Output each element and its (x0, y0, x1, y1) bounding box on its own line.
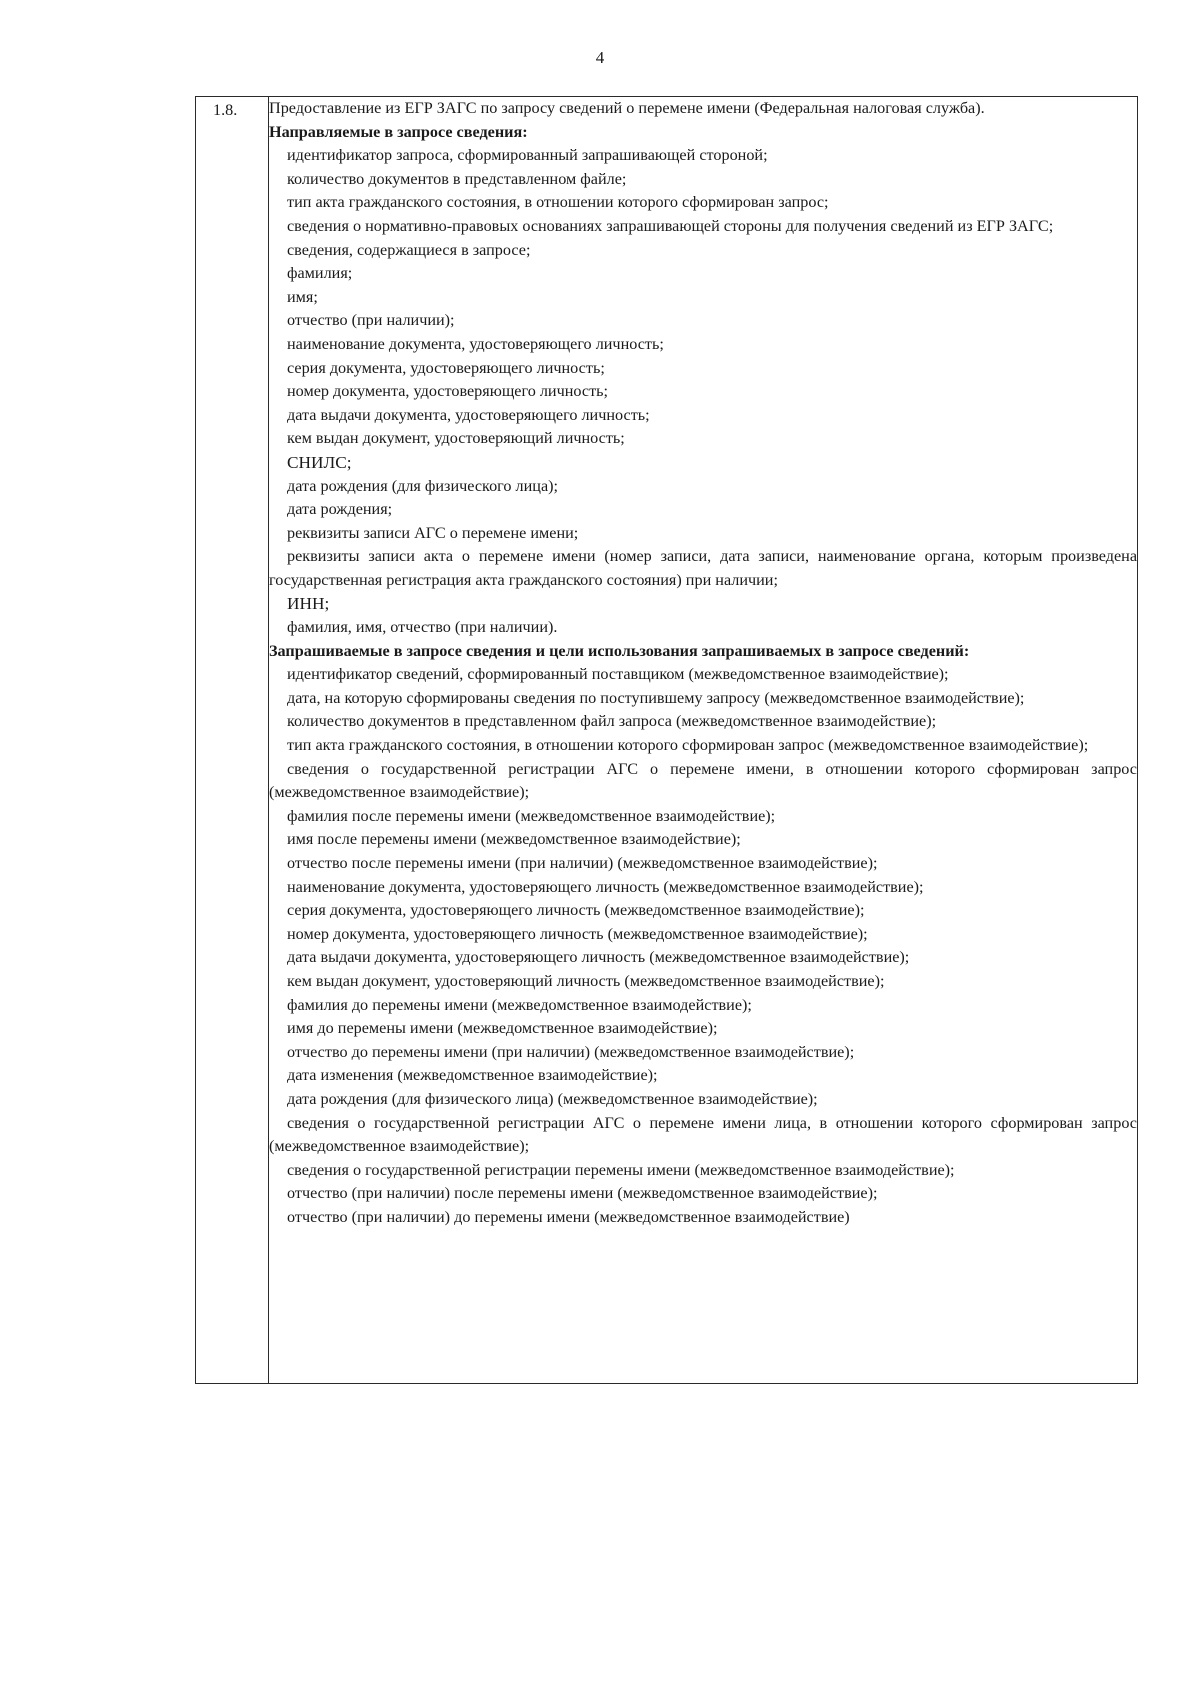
list-item: отчество (при наличии) до перемены имени (межведомственное взаимодействие) (287, 1207, 850, 1226)
list-item: сведения о государственной регистрации перемены имени (межведомственное взаимодействие); (287, 1160, 955, 1179)
list-item: дата рождения; (287, 500, 393, 519)
list-item: отчество (при наличии) после перемены имени (межведомственное взаимодействие); (287, 1184, 878, 1203)
list-item: номер документа, удостоверяющего личность; (287, 382, 609, 401)
list-item: СНИЛС; (287, 452, 352, 472)
list-item: серия документа, удостоверяющего личность; (287, 358, 605, 377)
page-number: 4 (595, 48, 605, 67)
list-item: сведения о нормативно-правовых основаниях запрашивающей стороны для получения сведений из ЕГР ЗАГС; (287, 216, 1054, 235)
sent-list (269, 144, 1137, 639)
list-item: дата выдачи документа, удостоверяющего личность (межведомственное взаимодействие); (287, 948, 910, 967)
list-item: идентификатор запроса, сформированный запрашивающей стороной; (287, 146, 768, 165)
list-item: дата изменения (межведомственное взаимодействие); (287, 1066, 658, 1085)
list-item: идентификатор сведений, сформированный поставщиком (межведомственное взаимодействие); (287, 665, 949, 684)
list-item: реквизиты записи акта о перемене имени (номер записи, дата записи, наименование органа, которым произведена государственная регистрация акта гражданского состояния) при наличии; (269, 547, 1137, 589)
list-item: тип акта гражданского состояния, в отношении которого сформирован запрос; (287, 193, 829, 212)
list-item: дата выдачи документа, удостоверяющего личность; (287, 405, 650, 424)
list-item: имя до перемены имени (межведомственное взаимодействие); (287, 1019, 718, 1038)
sent-heading: Направляемые в запросе сведения: (269, 122, 528, 141)
list-item: серия документа, удостоверяющего личность (межведомственное взаимодействие); (287, 901, 865, 920)
table-row (196, 97, 1138, 1384)
list-item: фамилия, имя, отчество (при наличии). (287, 618, 558, 637)
list-item: номер документа, удостоверяющего личность (межведомственное взаимодействие); (287, 924, 868, 943)
item-title: Предоставление из ЕГР ЗАГС по запросу сведений о перемене имени (Федеральная налоговая служба). (269, 99, 985, 117)
list-item: кем выдан документ, удостоверяющий личность; (287, 429, 625, 448)
requested-list (269, 663, 1137, 1229)
list-item: количество документов в представленном файл запроса (межведомственное взаимодействие); (287, 712, 937, 731)
list-item: сведения о государственной регистрации АГС о перемене имени, в отношении которого сформирован запрос (межведомственное взаимодействие); (269, 759, 1137, 802)
list-item: дата рождения (для физического лица) (межведомственное взаимодействие); (287, 1089, 818, 1108)
list-item: отчество (при наличии); (287, 311, 455, 330)
list-item: сведения о государственной регистрации АГС о перемене имени лица, в отношении которого сформирован запрос (межведомственное взаимодействие); (269, 1113, 1137, 1156)
list-item: фамилия; (287, 264, 353, 283)
list-item: наименование документа, удостоверяющего личность (межведомственное взаимодействие); (287, 877, 924, 896)
list-item: имя после перемены имени (межведомственное взаимодействие); (287, 830, 741, 849)
document-table (195, 96, 1138, 1384)
list-item: дата, на которую сформированы сведения по поступившему запросу (межведомственное взаимодействие); (287, 688, 1025, 707)
list-item: наименование документа, удостоверяющего личность; (287, 334, 664, 353)
requested-heading: Запрашиваемые в запросе сведения и цели использования запрашиваемых в запросе сведений: (269, 641, 970, 660)
list-item: количество документов в представленном файле; (287, 169, 627, 188)
item-number-cell (196, 97, 269, 1384)
list-item: фамилия после перемены имени (межведомственное взаимодействие); (287, 806, 776, 825)
list-item: дата рождения (для физического лица); (287, 476, 559, 495)
list-item: ИНН; (287, 594, 330, 614)
list-item: реквизиты записи АГС о перемене имени; (287, 523, 579, 542)
list-item: кем выдан документ, удостоверяющий личность (межведомственное взаимодействие); (287, 971, 885, 990)
list-item: отчество после перемены имени (при наличии) (межведомственное взаимодействие); (287, 854, 878, 872)
list-item: тип акта гражданского состояния, в отношении которого сформирован запрос (межведомственное взаимодействие); (287, 736, 1089, 755)
item-number: 1.8. (213, 101, 238, 119)
list-item: фамилия до перемены имени (межведомственное взаимодействие); (287, 995, 752, 1014)
item-content-cell (269, 97, 1138, 1384)
list-item: отчество до перемены имени (при наличии) (межведомственное взаимодействие); (287, 1042, 855, 1061)
list-item: имя; (287, 287, 318, 306)
list-item: сведения, содержащиеся в запросе; (287, 240, 531, 259)
